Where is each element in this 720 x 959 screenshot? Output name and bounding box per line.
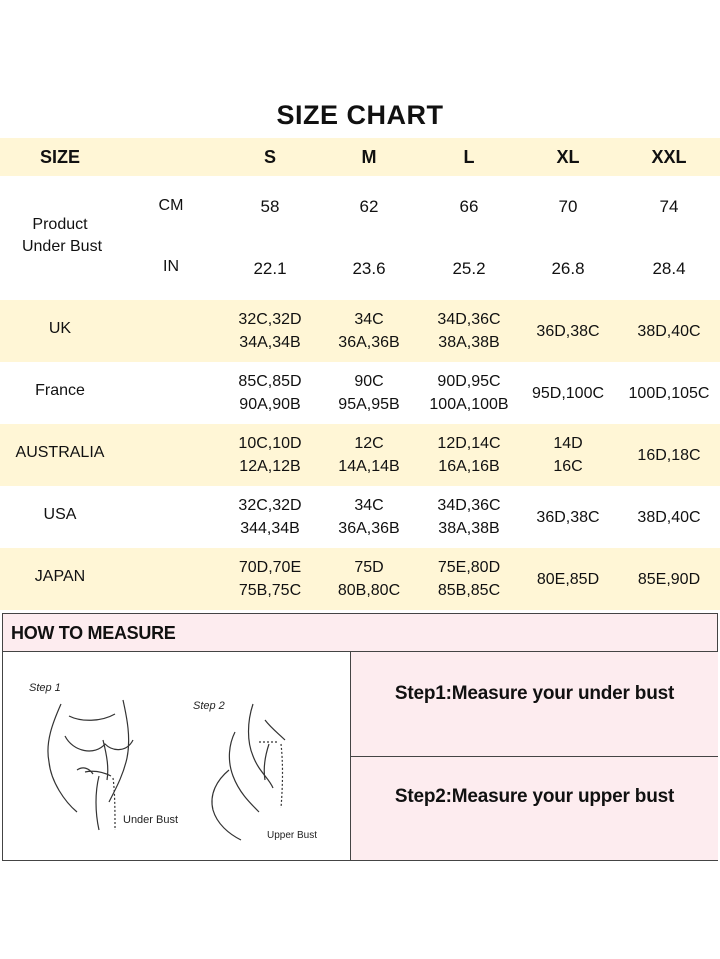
- under-bust-cm-value: 70: [558, 197, 578, 216]
- size-value-cell: 16C: [553, 458, 583, 475]
- size-value-cell: 38D,40C: [637, 322, 701, 340]
- size-header-label: SIZE: [39, 147, 80, 167]
- size-value-cell: 100D,105C: [628, 384, 710, 402]
- step1-text: Step1:Measure your under bust: [394, 683, 675, 704]
- size-value-cell: 16D,18C: [637, 446, 701, 464]
- size-value-cell: 70D,70E: [238, 559, 302, 576]
- row-label-usa: USA: [43, 506, 77, 523]
- size-header-l: L: [463, 147, 475, 167]
- size-value-cell: 10C,10D: [238, 435, 302, 452]
- size-value-cell: 85E,90D: [637, 570, 701, 588]
- size-value-cell: 36D,38C: [536, 508, 600, 526]
- size-value-cell: 90C: [354, 373, 384, 390]
- size-value-cell: 95D,100C: [531, 384, 605, 402]
- size-value-cell: 12A,12B: [239, 458, 301, 475]
- how-to-measure-title: HOW TO MEASURE: [11, 623, 176, 643]
- step1-illus-label: Step 1: [29, 682, 61, 694]
- size-value-cell: 85C,85D: [238, 373, 302, 390]
- under-bust-cm-value: 62: [359, 197, 379, 216]
- cm-unit: CM: [158, 197, 184, 214]
- size-value-cell: 75B,75C: [238, 582, 302, 599]
- size-value-cell: 90A,90B: [239, 396, 301, 413]
- under-bust-cm-value: 58: [260, 197, 280, 216]
- measure-illustration: [3, 652, 349, 860]
- under-bust-in-value: 22.1: [253, 259, 287, 278]
- size-value-cell: 34C: [354, 311, 384, 328]
- size-value-cell: 38D,40C: [637, 508, 701, 526]
- row-label-japan: JAPAN: [34, 568, 86, 585]
- under-bust-caption: Under Bust: [123, 814, 179, 826]
- size-value-cell: 36A,36B: [338, 334, 400, 351]
- size-value-cell: 12D,14C: [437, 435, 501, 452]
- under-bust-in-value: 26.8: [551, 259, 585, 278]
- size-value-cell: 12C: [354, 435, 384, 452]
- under-bust-in-value: 23.6: [352, 259, 386, 278]
- size-value-cell: 14D: [553, 435, 583, 452]
- under-bust-cm-value: 66: [459, 197, 479, 216]
- under-bust-cm-value: 74: [659, 197, 679, 216]
- size-value-cell: 34D,36C: [437, 497, 501, 514]
- row-label-australia: AUSTRALIA: [15, 444, 105, 461]
- size-chart-title: SIZE CHART: [276, 100, 444, 130]
- size-value-cell: 32C,32D: [238, 311, 302, 328]
- size-value-cell: 80B,80C: [337, 582, 401, 599]
- size-value-cell: 75E,80D: [437, 559, 501, 576]
- in-unit: IN: [163, 258, 179, 275]
- size-value-cell: 75D: [354, 559, 384, 576]
- size-value-cell: 90D,95C: [437, 373, 501, 390]
- size-header-xxl: XXL: [651, 147, 687, 167]
- step2-illus-label: Step 2: [193, 700, 225, 712]
- row-label-france: France: [35, 382, 85, 399]
- size-value-cell: 36A,36B: [338, 520, 400, 537]
- how-to-measure-panel: [2, 613, 718, 861]
- how-to-measure-header: [3, 614, 717, 652]
- size-value-cell: 38A,38B: [438, 334, 500, 351]
- size-value-cell: 34A,34B: [239, 334, 301, 351]
- step2-text: Step2:Measure your upper bust: [394, 786, 675, 807]
- size-value-cell: 95A,95B: [338, 396, 400, 413]
- under-bust-in-value: 25.2: [452, 259, 486, 278]
- size-value-cell: 34D,36C: [437, 311, 501, 328]
- size-value-cell: 85B,85C: [437, 582, 501, 599]
- step1-box: [350, 652, 718, 757]
- step2-box: [350, 757, 718, 860]
- size-value-cell: 100A,100B: [429, 396, 509, 413]
- size-value-cell: 16A,16B: [438, 458, 500, 475]
- under-bust-label-line1: Product: [32, 216, 88, 233]
- size-header-s: S: [263, 147, 276, 167]
- under-bust-label-line2: Under Bust: [21, 238, 103, 255]
- size-header-m: M: [361, 147, 377, 167]
- size-value-cell: 34C: [354, 497, 384, 514]
- row-label-uk: UK: [48, 320, 72, 337]
- size-value-cell: 36D,38C: [536, 322, 600, 340]
- size-value-cell: 80E,85D: [536, 570, 600, 588]
- size-value-cell: 14A,14B: [338, 458, 400, 475]
- under-bust-in-value: 28.4: [652, 259, 686, 278]
- size-value-cell: 344,34B: [240, 520, 300, 537]
- size-header-xl: XL: [556, 147, 580, 167]
- size-value-cell: 32C,32D: [238, 497, 302, 514]
- size-value-cell: 38A,38B: [438, 520, 500, 537]
- upper-bust-caption: Upper Bust: [267, 830, 318, 841]
- body-figure-illustration: [3, 652, 349, 860]
